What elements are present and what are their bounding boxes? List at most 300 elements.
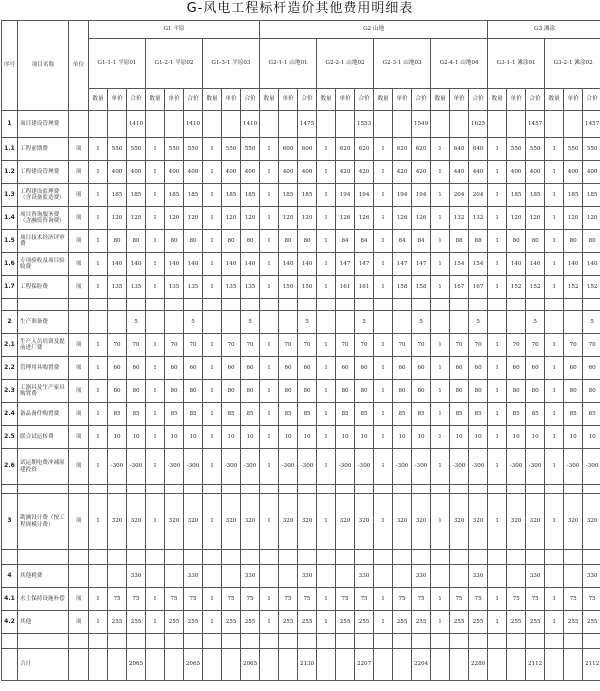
cell-price: 10 <box>108 426 127 449</box>
row-seq: 2 <box>2 311 18 334</box>
cell-qty: 1 <box>488 588 507 611</box>
cell-price: 10 <box>450 426 469 449</box>
cell-qty: 1 <box>89 494 108 550</box>
cell-price: 320 <box>222 494 241 550</box>
cell-total: 60 <box>127 357 146 380</box>
header-qty: 数量 <box>203 89 222 111</box>
cell-price: 320 <box>450 494 469 550</box>
cell-price: 152 <box>564 276 583 299</box>
cell-total: 10 <box>469 426 488 449</box>
cell-total: 80 <box>184 230 203 253</box>
cell-total: 330 <box>583 565 600 588</box>
header-total: 合价 <box>412 89 431 111</box>
cell-total: 70 <box>127 334 146 357</box>
cell-qty: 1 <box>488 403 507 426</box>
cell-price: 320 <box>165 494 184 550</box>
cell-qty: 1 <box>431 403 450 426</box>
table-row <box>2 111 600 138</box>
empty-cell <box>507 485 526 494</box>
cell-price: 140 <box>564 253 583 276</box>
cell-qty: 1 <box>545 357 564 380</box>
page-title: G-风电工程标杆造价其他费用明细表 <box>186 1 414 16</box>
cell-total: 320 <box>127 494 146 550</box>
row-unit: 项 <box>69 403 89 426</box>
header-scheme-1-1: G1-1-1 平原01 <box>89 39 146 89</box>
table-row <box>2 588 600 611</box>
cell-total: 1457 <box>526 111 545 138</box>
cell-total: 60 <box>526 357 545 380</box>
cell-qty <box>89 565 108 588</box>
empty-cell <box>374 634 393 649</box>
cell-price: 600 <box>279 138 298 161</box>
empty-cell <box>108 485 127 494</box>
row-unit: 项 <box>69 334 89 357</box>
cell-price: 75 <box>279 588 298 611</box>
cell-total: 255 <box>526 611 545 634</box>
cell-price <box>450 565 469 588</box>
cell-total: 150 <box>298 276 317 299</box>
cell-price: 135 <box>165 276 184 299</box>
cell-price: 320 <box>564 494 583 550</box>
cell-price: 161 <box>336 276 355 299</box>
cell-price: 420 <box>393 161 412 184</box>
cell-total: 60 <box>298 357 317 380</box>
cell-qty: 1 <box>374 207 393 230</box>
cell-price: 70 <box>393 334 412 357</box>
cell-total: 10 <box>127 426 146 449</box>
cell-price: 10 <box>222 426 241 449</box>
empty-cell <box>165 485 184 494</box>
cell-qty: 1 <box>488 449 507 485</box>
cell-qty: 1 <box>431 494 450 550</box>
cell-qty: 1 <box>488 253 507 276</box>
cell-qty: 1 <box>488 426 507 449</box>
cell-qty <box>545 649 564 681</box>
cell-total: 10 <box>583 426 600 449</box>
cell-qty <box>146 311 165 334</box>
cell-qty: 1 <box>260 230 279 253</box>
row-unit <box>69 565 89 588</box>
spacer-row <box>2 485 600 494</box>
cell-price: 320 <box>336 494 355 550</box>
cell-price: 185 <box>279 184 298 207</box>
cell-price: 167 <box>450 276 469 299</box>
cell-total: 5 <box>298 311 317 334</box>
cell-total: 5 <box>583 311 600 334</box>
cell-total: 620 <box>412 138 431 161</box>
cell-qty: 1 <box>146 230 165 253</box>
cell-qty: 1 <box>146 207 165 230</box>
cell-total: 135 <box>184 276 203 299</box>
cell-price: 255 <box>450 611 469 634</box>
cell-qty: 1 <box>488 494 507 550</box>
cell-qty: 1 <box>89 276 108 299</box>
cell-total: 120 <box>583 207 600 230</box>
cell-total: 75 <box>412 588 431 611</box>
empty-cell <box>165 634 184 649</box>
cell-total: 60 <box>184 357 203 380</box>
cell-total: 1553 <box>355 111 374 138</box>
empty-cell <box>412 485 431 494</box>
cell-price: 550 <box>507 138 526 161</box>
empty-cell <box>260 550 279 565</box>
cell-total: 140 <box>184 253 203 276</box>
cell-qty: 1 <box>89 449 108 485</box>
cell-total: 255 <box>355 611 374 634</box>
table-row <box>2 403 600 426</box>
cell-price: 154 <box>450 253 469 276</box>
cell-total: 75 <box>526 588 545 611</box>
cell-qty: 1 <box>374 494 393 550</box>
cell-price: 80 <box>222 230 241 253</box>
table-row <box>2 207 600 230</box>
row-seq: 4 <box>2 565 18 588</box>
cell-qty <box>488 565 507 588</box>
row-unit: 项 <box>69 161 89 184</box>
cell-qty: 1 <box>431 276 450 299</box>
cell-total: 85 <box>526 403 545 426</box>
empty-cell <box>260 299 279 311</box>
cell-qty: 1 <box>260 588 279 611</box>
empty-cell <box>241 550 260 565</box>
header-group-1: G1 平原 <box>89 21 260 39</box>
cell-price: 550 <box>165 138 184 161</box>
cell-qty: 1 <box>317 449 336 485</box>
row-item-name: 其他税费 <box>18 565 69 588</box>
cell-qty: 1 <box>89 253 108 276</box>
cell-qty <box>488 311 507 334</box>
cell-total: 1410 <box>241 111 260 138</box>
empty-cell <box>127 634 146 649</box>
cell-total: 120 <box>184 207 203 230</box>
cell-qty <box>203 111 222 138</box>
cell-qty: 1 <box>317 494 336 550</box>
header-qty: 数量 <box>89 89 108 111</box>
cell-qty: 1 <box>431 184 450 207</box>
cell-qty <box>374 649 393 681</box>
cell-total: 185 <box>298 184 317 207</box>
row-unit: 项 <box>69 230 89 253</box>
cell-total: -300 <box>355 449 374 485</box>
cell-total: -300 <box>184 449 203 485</box>
cell-total: 161 <box>355 276 374 299</box>
cell-qty: 1 <box>203 276 222 299</box>
empty-cell <box>374 550 393 565</box>
cell-price <box>393 311 412 334</box>
cell-total: 60 <box>469 357 488 380</box>
cell-qty: 1 <box>317 588 336 611</box>
cell-qty: 1 <box>260 494 279 550</box>
empty-cell <box>2 485 18 494</box>
cell-total: 640 <box>469 138 488 161</box>
empty-cell <box>488 550 507 565</box>
empty-cell <box>279 485 298 494</box>
cell-qty: 1 <box>317 184 336 207</box>
row-item-name: 联合试运转费 <box>18 426 69 449</box>
cell-total: 84 <box>355 230 374 253</box>
cell-price: 60 <box>393 357 412 380</box>
cell-price: 135 <box>222 276 241 299</box>
cell-qty: 1 <box>545 230 564 253</box>
cell-price: 120 <box>564 207 583 230</box>
cell-total: 320 <box>526 494 545 550</box>
empty-cell <box>469 634 488 649</box>
header-total: 合价 <box>583 89 600 111</box>
cell-qty: 1 <box>89 380 108 403</box>
cell-total: 330 <box>241 565 260 588</box>
cell-price: 80 <box>165 380 184 403</box>
row-seq: 2.1 <box>2 334 18 357</box>
header-price: 单价 <box>108 89 127 111</box>
cell-qty: 1 <box>545 276 564 299</box>
cell-qty: 1 <box>89 357 108 380</box>
empty-cell <box>279 299 298 311</box>
row-item-name: 工程保险费 <box>18 276 69 299</box>
empty-cell <box>184 299 203 311</box>
cell-qty: 1 <box>203 449 222 485</box>
cell-price: 140 <box>279 253 298 276</box>
cell-total: 320 <box>412 494 431 550</box>
header-total: 合价 <box>355 89 374 111</box>
cell-total: 2280 <box>469 649 488 681</box>
row-item-name: 其他 <box>18 611 69 634</box>
cell-total: 158 <box>412 276 431 299</box>
cell-total: 85 <box>298 403 317 426</box>
empty-cell <box>317 634 336 649</box>
cell-total: 80 <box>583 230 600 253</box>
cell-qty: 1 <box>89 207 108 230</box>
cell-qty: 1 <box>146 449 165 485</box>
cell-total: 75 <box>583 588 600 611</box>
cell-price: 120 <box>165 207 184 230</box>
empty-cell <box>507 550 526 565</box>
cell-total: 400 <box>184 161 203 184</box>
cell-price <box>564 649 583 681</box>
cell-price: 85 <box>507 403 526 426</box>
cell-price <box>279 311 298 334</box>
cell-qty <box>374 111 393 138</box>
empty-cell <box>545 550 564 565</box>
row-unit: 项 <box>69 588 89 611</box>
cell-qty <box>146 649 165 681</box>
cell-total: 330 <box>526 565 545 588</box>
empty-cell <box>469 299 488 311</box>
cell-price <box>279 649 298 681</box>
cell-total: 85 <box>127 403 146 426</box>
spacer-row <box>2 299 600 311</box>
empty-cell <box>108 550 127 565</box>
empty-cell <box>507 299 526 311</box>
cell-total: 70 <box>184 334 203 357</box>
table-row <box>2 494 600 550</box>
empty-cell <box>336 634 355 649</box>
row-item-name: 项目技术经济评审费 <box>18 230 69 253</box>
cell-qty: 1 <box>374 449 393 485</box>
cell-qty: 1 <box>545 494 564 550</box>
row-seq: 2.3 <box>2 380 18 403</box>
cell-total: 1410 <box>127 111 146 138</box>
cell-total: 80 <box>127 230 146 253</box>
cell-qty: 1 <box>146 357 165 380</box>
cell-price: 126 <box>393 207 412 230</box>
row-unit: 项 <box>69 276 89 299</box>
empty-cell <box>450 299 469 311</box>
empty-cell <box>241 634 260 649</box>
empty-cell <box>564 550 583 565</box>
cell-total: 75 <box>127 588 146 611</box>
cell-price <box>507 565 526 588</box>
row-seq: 3 <box>2 494 18 550</box>
empty-cell <box>260 485 279 494</box>
cell-total: 135 <box>241 276 260 299</box>
empty-cell <box>184 550 203 565</box>
cell-total: 120 <box>298 207 317 230</box>
cell-qty: 1 <box>374 138 393 161</box>
cell-qty <box>488 649 507 681</box>
empty-cell <box>89 485 108 494</box>
cell-total: 70 <box>469 334 488 357</box>
cell-qty: 1 <box>374 253 393 276</box>
cell-qty <box>146 111 165 138</box>
cell-price: 320 <box>279 494 298 550</box>
cell-price: 80 <box>450 380 469 403</box>
table-row <box>2 253 600 276</box>
cell-qty <box>374 311 393 334</box>
cell-price: 620 <box>393 138 412 161</box>
cell-price: 60 <box>222 357 241 380</box>
header-price: 单价 <box>165 89 184 111</box>
header-total: 合价 <box>469 89 488 111</box>
cell-total: 80 <box>469 380 488 403</box>
empty-cell <box>279 634 298 649</box>
cell-price: 10 <box>393 426 412 449</box>
row-seq: 1 <box>2 111 18 138</box>
cell-qty: 1 <box>260 611 279 634</box>
cell-qty: 1 <box>203 161 222 184</box>
cell-price: 70 <box>108 334 127 357</box>
row-seq: 1.7 <box>2 276 18 299</box>
cell-total: 1457 <box>583 111 600 138</box>
cell-total: 320 <box>469 494 488 550</box>
cell-price <box>393 111 412 138</box>
cell-price: 204 <box>450 184 469 207</box>
cell-qty: 1 <box>374 426 393 449</box>
header-qty: 数量 <box>317 89 336 111</box>
cell-price <box>165 565 184 588</box>
empty-cell <box>412 634 431 649</box>
empty-cell <box>374 299 393 311</box>
cell-qty: 1 <box>545 449 564 485</box>
cell-price: 550 <box>564 138 583 161</box>
cell-total: -300 <box>526 449 545 485</box>
cell-total: 80 <box>184 380 203 403</box>
empty-cell <box>393 550 412 565</box>
cell-price: 320 <box>108 494 127 550</box>
empty-cell <box>203 634 222 649</box>
cell-qty: 1 <box>146 380 165 403</box>
cell-price: 640 <box>450 138 469 161</box>
cell-price: 85 <box>336 403 355 426</box>
cell-total: 255 <box>127 611 146 634</box>
cell-total: 550 <box>583 138 600 161</box>
empty-cell <box>564 299 583 311</box>
row-item-name: 工程前期费 <box>18 138 69 161</box>
cell-price: 320 <box>507 494 526 550</box>
empty-cell <box>203 485 222 494</box>
cell-qty: 1 <box>317 276 336 299</box>
cell-total: 60 <box>412 357 431 380</box>
cell-price: 620 <box>336 138 355 161</box>
cell-price: 80 <box>336 380 355 403</box>
empty-cell <box>431 550 450 565</box>
cell-total: -300 <box>412 449 431 485</box>
empty-cell <box>431 299 450 311</box>
cell-qty: 1 <box>374 161 393 184</box>
cell-price: 550 <box>222 138 241 161</box>
header-price: 单价 <box>507 89 526 111</box>
cell-qty <box>146 565 165 588</box>
table-row <box>2 380 600 403</box>
cell-price: 150 <box>279 276 298 299</box>
cell-total: 255 <box>469 611 488 634</box>
cell-qty <box>203 311 222 334</box>
cell-total: 70 <box>355 334 374 357</box>
row-unit: 项 <box>69 138 89 161</box>
row-item-name: 工器具及生产家具购置费 <box>18 380 69 403</box>
row-seq <box>2 649 18 681</box>
cell-total: 140 <box>241 253 260 276</box>
cell-price: 158 <box>393 276 412 299</box>
cell-price: 147 <box>393 253 412 276</box>
cell-price: -300 <box>564 449 583 485</box>
empty-cell <box>431 634 450 649</box>
cell-total: 550 <box>526 138 545 161</box>
cell-qty: 1 <box>89 334 108 357</box>
cell-total: 85 <box>241 403 260 426</box>
cell-qty: 1 <box>203 403 222 426</box>
cell-qty: 1 <box>374 276 393 299</box>
cell-price <box>279 111 298 138</box>
cell-price: 152 <box>507 276 526 299</box>
cell-total: 120 <box>241 207 260 230</box>
cell-total: 75 <box>469 588 488 611</box>
empty-cell <box>450 634 469 649</box>
cell-qty <box>431 111 450 138</box>
empty-cell <box>127 485 146 494</box>
cell-total: 255 <box>412 611 431 634</box>
header-group-3: G3 滩涂 <box>488 21 600 39</box>
cell-total: 140 <box>526 253 545 276</box>
empty-cell <box>2 299 18 311</box>
cell-qty: 1 <box>431 161 450 184</box>
empty-cell <box>260 634 279 649</box>
table-row <box>2 184 600 207</box>
empty-cell <box>355 550 374 565</box>
cell-price: 70 <box>564 334 583 357</box>
cell-qty: 1 <box>317 253 336 276</box>
cell-qty <box>89 311 108 334</box>
cell-price: 75 <box>393 588 412 611</box>
cell-qty: 1 <box>260 357 279 380</box>
empty-cell <box>412 550 431 565</box>
empty-cell <box>89 634 108 649</box>
cell-price: 140 <box>507 253 526 276</box>
cell-price <box>336 649 355 681</box>
cell-price: 255 <box>507 611 526 634</box>
row-item-name: 工程建设管理费 <box>18 161 69 184</box>
empty-cell <box>469 550 488 565</box>
empty-cell <box>355 485 374 494</box>
